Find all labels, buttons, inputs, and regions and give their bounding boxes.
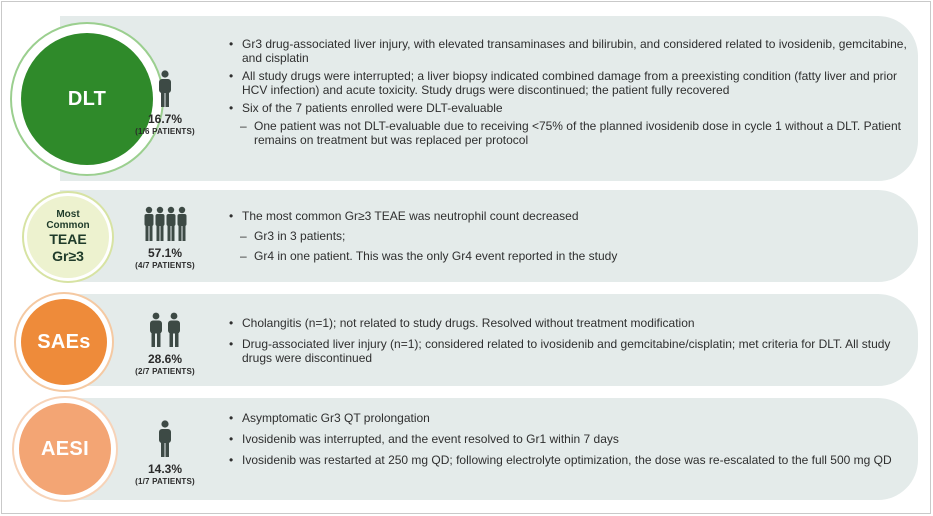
teae-badge-grade: Gr≥3: [52, 248, 84, 264]
group-of-people-icon: [143, 206, 187, 242]
aesi-badge: [12, 396, 118, 502]
saes-stat: [120, 312, 210, 376]
bullet-item: • Six of the 7 patients enrolled were DLT-evaluable: [228, 101, 908, 115]
sub-bullet-item: – One patient was not DLT-evaluable due to receiving <75% of the planned ivosidenib dose in cycle 1 without a DLT. Patient remains on treatment but was replaced per protocol: [228, 119, 908, 147]
teae-bullet-list: [228, 209, 908, 267]
bullet-item: • Drug-associated liver injury (n=1); considered related to ivosidenib and gemcitabine/cisplatin; met criteria for DLT. All study drugs were discontinued: [228, 337, 908, 365]
bullet-item: • Ivosidenib was restarted at 250 mg QD; following electrolyte optimization, the dose was re-escalated to the full 500 mg QD: [228, 453, 908, 467]
teae-fraction: (4/7 PATIENTS): [135, 261, 195, 270]
bullet-item: • All study drugs were interrupted; a liver biopsy indicated combined damage from a preexisting condition (fatty liver and prior HCV infection) and acute toxicity. Study drugs were discontinued; the patient fully recovered: [228, 69, 908, 97]
saes-badge-title: SAEs: [37, 330, 91, 353]
teae-badge: [22, 191, 114, 283]
teae-badge-circle: [27, 196, 109, 278]
single-person-icon: [157, 70, 173, 108]
sub-bullet-item: – Gr4 in one patient. This was the only Gr4 event reported in the study: [228, 249, 908, 263]
single-person-icon: [157, 420, 173, 458]
teae-badge-teae: TEAE: [49, 231, 87, 247]
aesi-percent: 14.3%: [147, 462, 183, 476]
saes-percent: 28.6%: [147, 352, 183, 366]
saes-badge-circle: [21, 299, 107, 385]
sub-bullet-item: – Gr3 in 3 patients;: [228, 229, 908, 243]
bullet-item: • Asymptomatic Gr3 QT prolongation: [228, 411, 908, 425]
saes-badge: [14, 292, 114, 392]
bullet-item: • Gr3 drug-associated liver injury, with elevated transaminases and bilirubin, and considered related to ivosidenib, gemcitabine, and cisplatin: [228, 37, 908, 65]
saes-bullet-list: [228, 316, 908, 369]
aesi-bullet-list: [228, 411, 908, 471]
teae-badge-common: Common: [46, 220, 90, 231]
dlt-badge-title: DLT: [67, 87, 107, 110]
dlt-bullet-list: [228, 37, 908, 151]
two-people-icon: [147, 312, 183, 348]
bullet-item: • Cholangitis (n=1); not related to study drugs. Resolved without treatment modification: [228, 316, 908, 330]
teae-badge-most: Most: [56, 209, 80, 220]
dlt-fraction: (1/6 PATIENTS): [135, 127, 195, 136]
aesi-stat: [120, 420, 210, 486]
teae-percent: 57.1%: [147, 246, 183, 260]
bullet-item: • The most common Gr≥3 TEAE was neutrophil count decreased: [228, 209, 908, 223]
aesi-badge-title: AESI: [41, 437, 89, 460]
bullet-item: • Ivosidenib was interrupted, and the event resolved to Gr1 within 7 days: [228, 432, 908, 446]
aesi-badge-circle: [19, 403, 111, 495]
teae-stat: [120, 206, 210, 270]
dlt-percent: 16.7%: [147, 112, 183, 126]
dlt-stat: [120, 70, 210, 136]
aesi-fraction: (1/7 PATIENTS): [135, 477, 195, 486]
saes-fraction: (2/7 PATIENTS): [135, 367, 195, 376]
